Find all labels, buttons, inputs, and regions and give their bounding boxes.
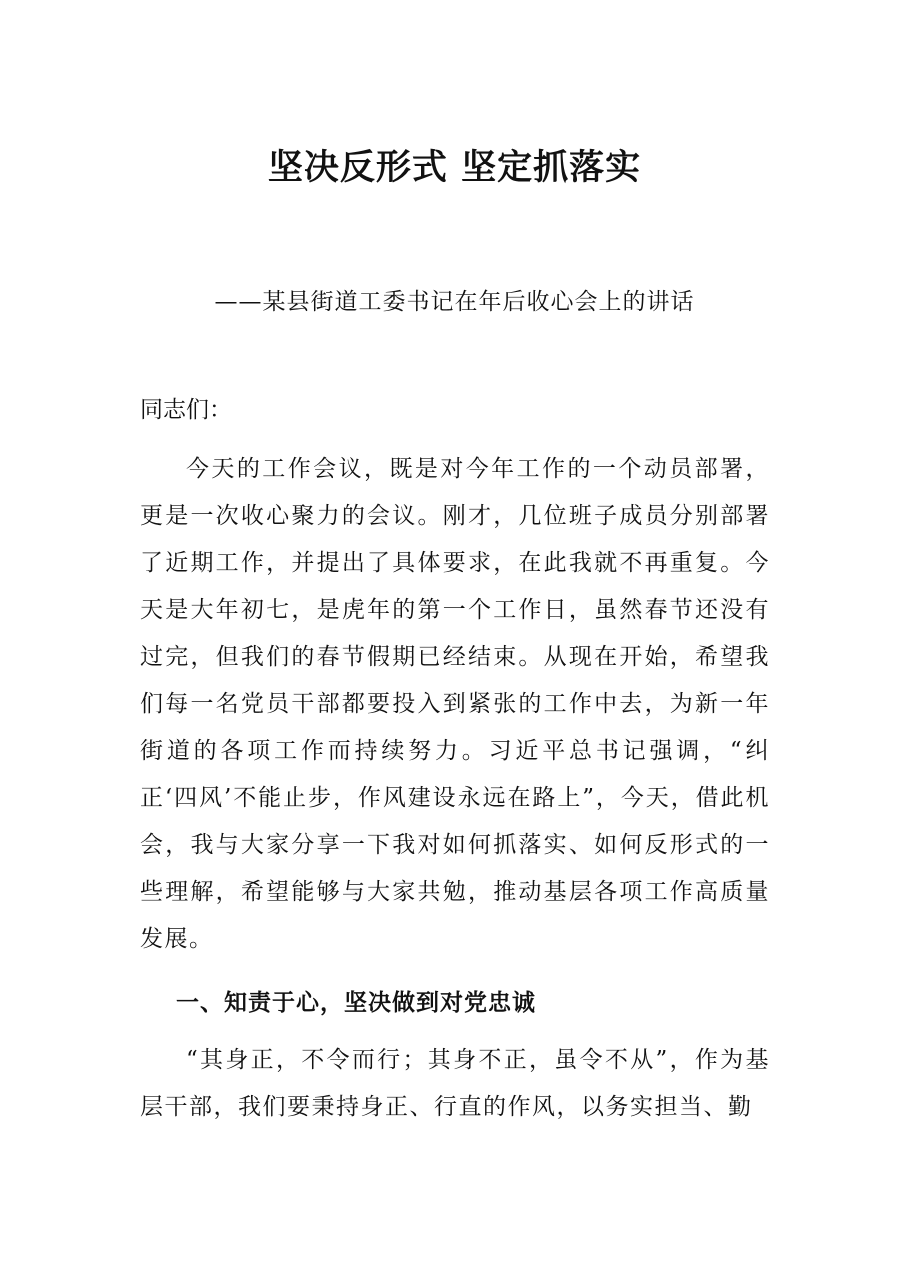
- document-title: 坚决反形式 坚定抓落实: [267, 147, 642, 188]
- salutation: 同志们：: [140, 397, 232, 423]
- body-paragraph-2: “其身正，不令而行；其身不正，虽令不从”，作为基层干部，我们要秉持身正、行直的作风，以务实担当、勤: [140, 1047, 770, 1120]
- section-heading-1: 一、知责于心，坚决做到对党忠诚: [176, 989, 536, 1016]
- document-subtitle: ——某县街道工委书记在年后收心会上的讲话: [214, 289, 695, 315]
- body-paragraph-1: 今天的工作会议，既是对今年工作的一个动员部署，更是一次收心聚力的会议。刚才，几位班子成员分别部署了近期工作，并提出了具体要求，在此我就不再重复。今天是大年初七，是虎年的第一个工作日，虽然春节还没有过完，但我们的春节假期已经结束。从现在开始，希望我们每一名党员干部都要投入到紧张的工作中去，为新一年街道的各项工作而持续努力。习近平总书记强调，“纠正‘四风’不能止步，作风建设永远在路上”，今天，借此机会，我与大家分享一下我对如何抓落实、如何反形式的一些理解，希望能够与大家共勉，推动基层各项工作高质量发展。: [140, 456, 770, 952]
